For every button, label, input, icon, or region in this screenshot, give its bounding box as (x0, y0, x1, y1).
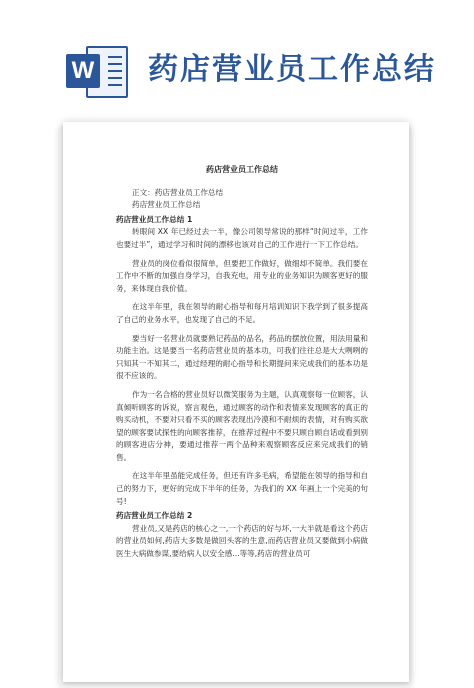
section-heading: 药店营业员工作总结 2 (116, 511, 193, 521)
paragraph: 营业员的岗位看似很简单，但要把工作做好，做细却不简单。我们要在工作中不断的加强自身学习，自我充电，用专业的业务知识为顾客更好的服务，来体现自我价值。 (116, 258, 368, 293)
paragraph: 要当好一名营业员就要熟记药品的品名，药品的摆放位置，用法用量和功能主治。这是要当一名药店营业员的基本功，可我们往往总是大大咧咧的只知其一不知其二，通过经理的耐心指导和长期提问来完成我们的基本功是很不应该的。 (116, 333, 368, 381)
word-logo-letter: W (66, 54, 100, 88)
paragraph: 正文：药店营业员工作总结 (132, 187, 224, 197)
document-page (63, 122, 409, 682)
document-body (116, 187, 368, 561)
paragraph: 营业员,又是药店的核心之一,一个药店的好与坏,一大半就是看这个药店的营业员如何,药店大多数是做回头客的生意,而药店营业员又要做到小病做医生大病做参谋,要给病人以安全感...等等,药店的营业员可 (116, 523, 368, 559)
banner-title: 药店营业员工作总结 (148, 52, 436, 87)
paragraph: 药店营业员工作总结 (132, 200, 201, 210)
document-content (116, 164, 368, 561)
word-document-icon (66, 40, 126, 98)
paragraph: 作为一名合格的营业员好以微笑服务为主题，认真观察每一位顾客，认真倾听顾客的诉说，察言观色，通过顾客的动作和表情来发现顾客的真正的购买动机，不要对只看不买的顾客表现出冷漠和不耐烦的表情，对有购买欲望的顾客要试探性的向顾客推荐，在推荐过程中不要只顾自顾自话或看到别的顾客进店分神，要通过推荐一两个品种来观察顾客反应来完成我们的销售。 (116, 389, 368, 462)
paragraph: 在这半年里，我在领导的耐心指导和每月培训知识下我学到了很多提高了自己的业务水平，也发现了自己的不足。 (116, 302, 368, 324)
document-title: 药店营业员工作总结 (206, 165, 278, 174)
paragraph: 在这半年里虽能完成任务，但还有许多毛病，希望能在领导的指导和自己的努力下，更好的完成下半年的任务，为我们的 XX 年画上一个完美的句号! (116, 471, 368, 506)
title-banner (0, 0, 474, 120)
section-heading: 药店营业员工作总结 1 (116, 214, 193, 224)
paragraph: 转眼间 XX 年已经过去一半，像公司领导常说的那样“时间过半，工作也要过半”，通过学习和时间的漂移也该对自己的工作进行一下工作总结。 (116, 227, 368, 249)
